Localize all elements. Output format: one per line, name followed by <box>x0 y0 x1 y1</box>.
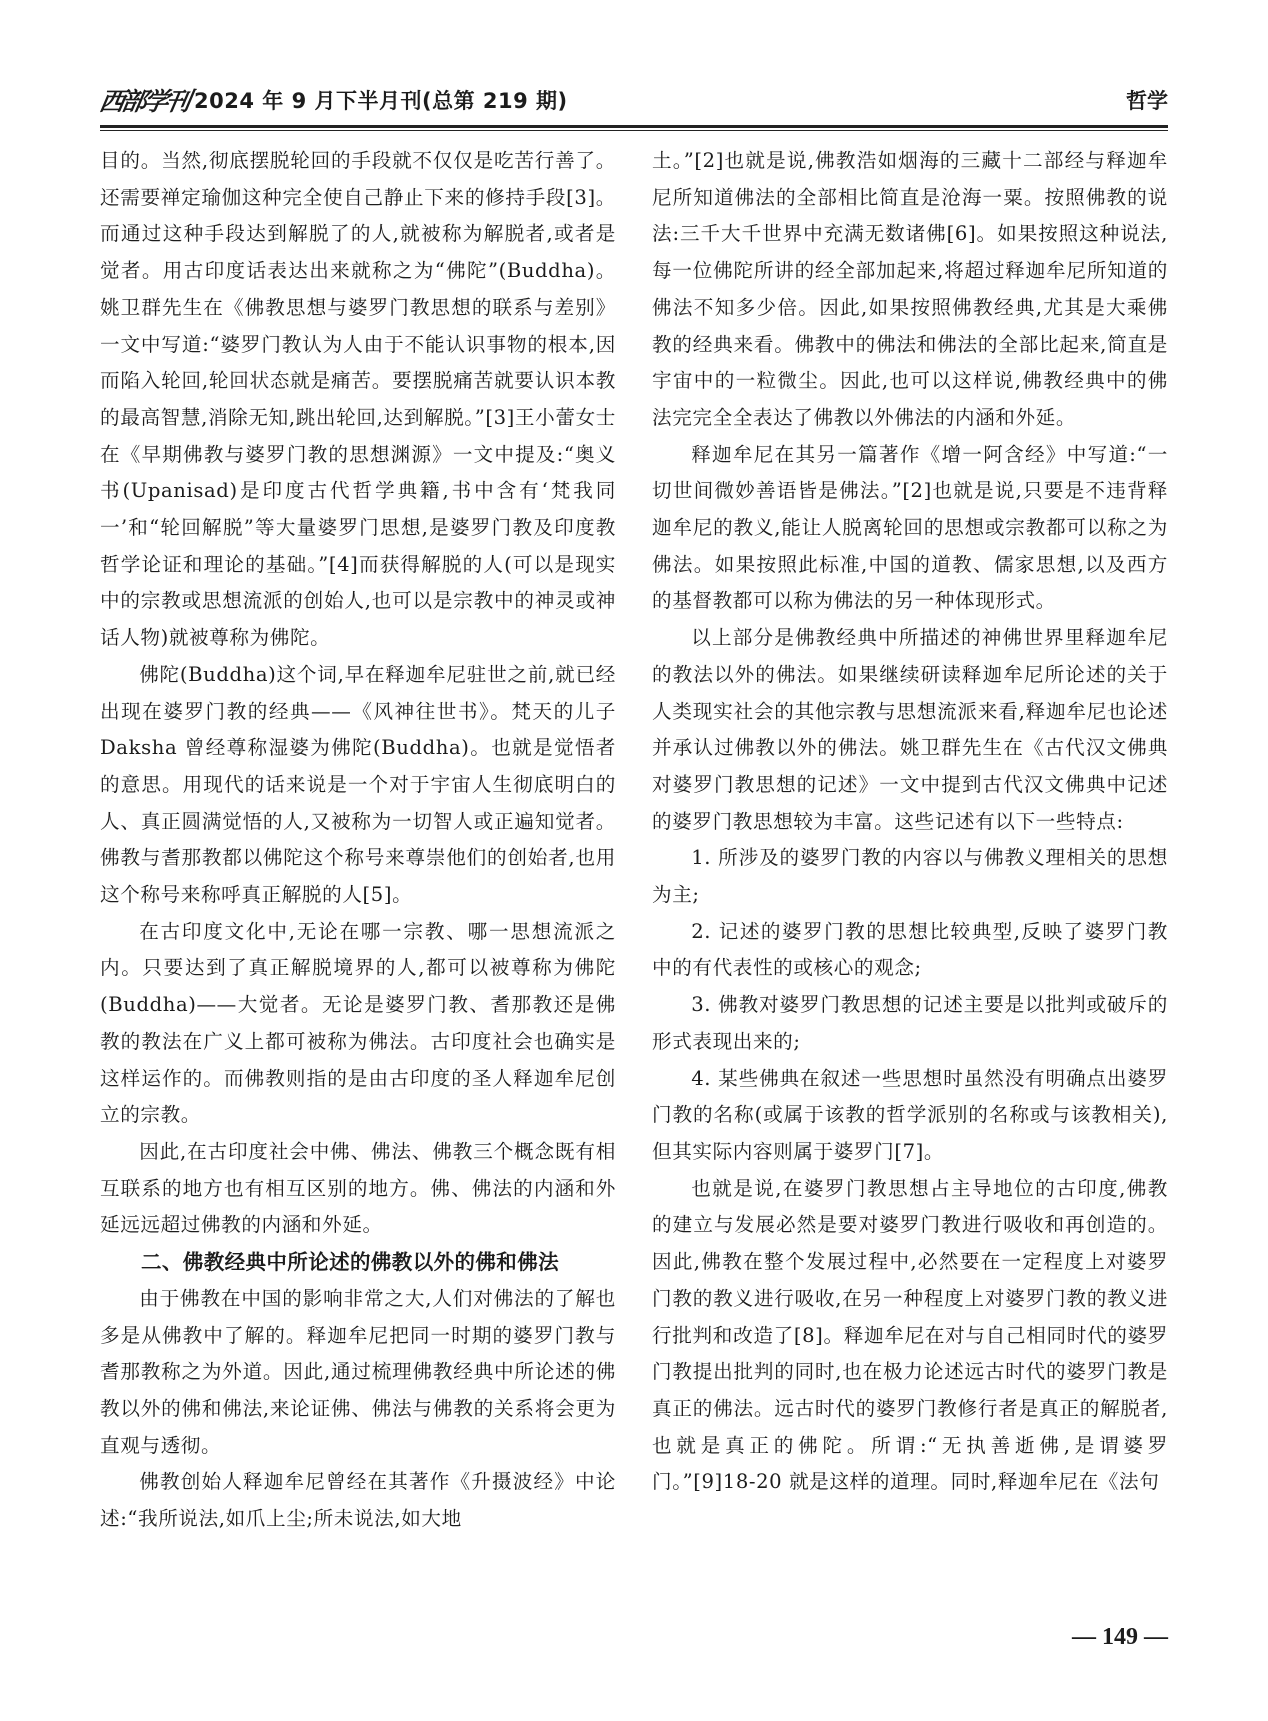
issue-info: 2024 年 9 月下半月刊(总第 219 期) <box>194 89 568 113</box>
paragraph: 佛陀(Buddha)这个词,早在释迦牟尼驻世之前,就已经出现在婆罗门教的经典——《风神往世书》。梵天的儿子 Daksha 曾经尊称湿婆为佛陀(Buddha)。也就是觉悟者的意思。用现代的话来说是一个对于宇宙人生彻底明白的人、真正圆满觉悟的人,又被称为一切智人或正遍知觉者。佛教与耆那教都以佛陀这个称号来尊崇他们的创始者,也用这个称号来称呼真正解脱的人[5]。 <box>100 662 616 907</box>
section-heading: 二、佛教经典中所论述的佛教以外的佛和佛法 <box>141 1250 559 1275</box>
list-item: 1. 所涉及的婆罗门教的内容以与佛教义理相关的思想为主; <box>652 846 1168 907</box>
paragraph: 释迦牟尼在其另一篇著作《增一阿含经》中写道:“一切世间微妙善语皆是佛法。”[2]也就是说,只要是不违背释迦牟尼的教义,能让人脱离轮回的思想或宗教都可以称之为佛法。如果按照此标准,中国的道教、儒家思想,以及西方的基督教都可以称为佛法的另一种体现形式。 <box>652 442 1168 613</box>
list-item: 2. 记述的婆罗门教的思想比较典型,反映了婆罗门教中的有代表性的或核心的观念; <box>652 919 1168 980</box>
paragraph: 由于佛教在中国的影响非常之大,人们对佛法的了解也多是从佛教中了解的。释迦牟尼把同一时期的婆罗门教与耆那教称之为外道。因此,通过梳理佛教经典中所论述的佛教以外的佛和佛法,来论证佛、佛法与佛教的关系将会更为直观与透彻。 <box>100 1286 616 1457</box>
left-column <box>100 143 616 1538</box>
running-header <box>97 78 1168 122</box>
section-label: 哲学 <box>1126 89 1168 113</box>
header-rule-thin <box>100 130 1168 131</box>
paragraph: 以上部分是佛教经典中所描述的神佛世界里释迦牟尼的教法以外的佛法。如果继续研读释迦牟尼所论述的关于人类现实社会的其他宗教与思想流派来看,释迦牟尼也论述并承认过佛教以外的佛法。姚卫群先生在《古代汉文佛典对婆罗门教思想的记述》一文中提到古代汉文佛典中记述的婆罗门教思想较为丰富。这些记述有以下一些特点: <box>652 626 1168 833</box>
paragraph: 在古印度文化中,无论在哪一宗教、哪一思想流派之内。只要达到了真正解脱境界的人,都可以被尊称为佛陀(Buddha)——大觉者。无论是婆罗门教、耆那教还是佛教的教法在广义上都可被称为佛法。古印度社会也确实是这样运作的。而佛教则指的是由古印度的圣人释迦牟尼创立的宗教。 <box>100 919 616 1127</box>
right-column <box>652 143 1168 1501</box>
paragraph: 佛教创始人释迦牟尼曾经在其著作《升摄波经》中论述:“我所说法,如爪上尘;所未说法,如大地 <box>100 1470 616 1531</box>
paragraph: 因此,在古印度社会中佛、佛法、佛教三个概念既有相互联系的地方也有相互区别的地方。佛、佛法的内涵和外延远远超过佛教的内涵和外延。 <box>100 1139 616 1237</box>
header-rule <box>100 125 1168 128</box>
page-number: — 149 — <box>1072 1624 1168 1650</box>
paragraph: 目的。当然,彻底摆脱轮回的手段就不仅仅是吃苦行善了。还需要禅定瑜伽这种完全使自己静止下来的修持手段[3]。而通过这种手段达到解脱了的人,就被称为解脱者,或者是觉者。用古印度话表达出来就称之为“佛陀”(Buddha)。姚卫群先生在《佛教思想与婆罗门教思想的联系与差别》一文中写道:“婆罗门教认为人由于不能认识事物的根本,因而陷入轮回,轮回状态就是痛苦。要摆脱痛苦就要认识本教的最高智慧,消除无知,跳出轮回,达到解脱。”[3]王小蕾女士在《早期佛教与婆罗门教的思想渊源》一文中提及:“奥义书(Upanisad)是印度古代哲学典籍,书中含有‘梵我同一’和“轮回解脱”等大量婆罗门思想,是婆罗门教及印度教哲学论证和理论的基础。”[4]而获得解脱的人(可以是现实中的宗教或思想流派的创始人,也可以是宗教中的神灵或神话人物)就被尊称为佛陀。 <box>100 149 616 650</box>
header-left <box>97 82 568 118</box>
paragraph: 也就是说,在婆罗门教思想占主导地位的古印度,佛教的建立与发展必然是要对婆罗门教进行吸收和再创造的。因此,佛教在整个发展过程中,必然要在一定程度上对婆罗门教的教义进行吸收,在另一种程度上对婆罗门教的教义进行批判和改造了[8]。释迦牟尼在对与自己相同时代的婆罗门教提出批判的同时,也在极力论述远古时代的婆罗门教是真正的佛法。远古时代的婆罗门教修行者是真正的解脱者,也就是真正的佛陀。所谓:“无执善逝佛,是谓婆罗门。”[9]18-20 就是这样的道理。同时,释迦牟尼在《法句 <box>652 1176 1168 1494</box>
paragraph: 土。”[2]也就是说,佛教浩如烟海的三藏十二部经与释迦牟尼所知道佛法的全部相比简直是沧海一粟。按照佛教的说法:三千大千世界中充满无数诸佛[6]。如果按照这种说法,每一位佛陀所讲的经全部加起来,将超过释迦牟尼所知道的佛法不知多少倍。因此,如果按照佛教经典,尤其是大乘佛教的经典来看。佛教中的佛法和佛法的全部比起来,简直是宇宙中的一粒微尘。因此,也可以这样说,佛教经典中的佛法完完全全表达了佛教以外佛法的内涵和外延。 <box>652 149 1168 429</box>
list-item: 4. 某些佛典在叙述一些思想时虽然没有明确点出婆罗门教的名称(或属于该教的哲学派别的名称或与该教相关),但其实际内容则属于婆罗门[7]。 <box>652 1066 1168 1163</box>
journal-logo: 西部学刊 <box>97 87 191 116</box>
list-item: 3. 佛教对婆罗门教思想的记述主要是以批判或破斥的形式表现出来的; <box>652 993 1168 1053</box>
